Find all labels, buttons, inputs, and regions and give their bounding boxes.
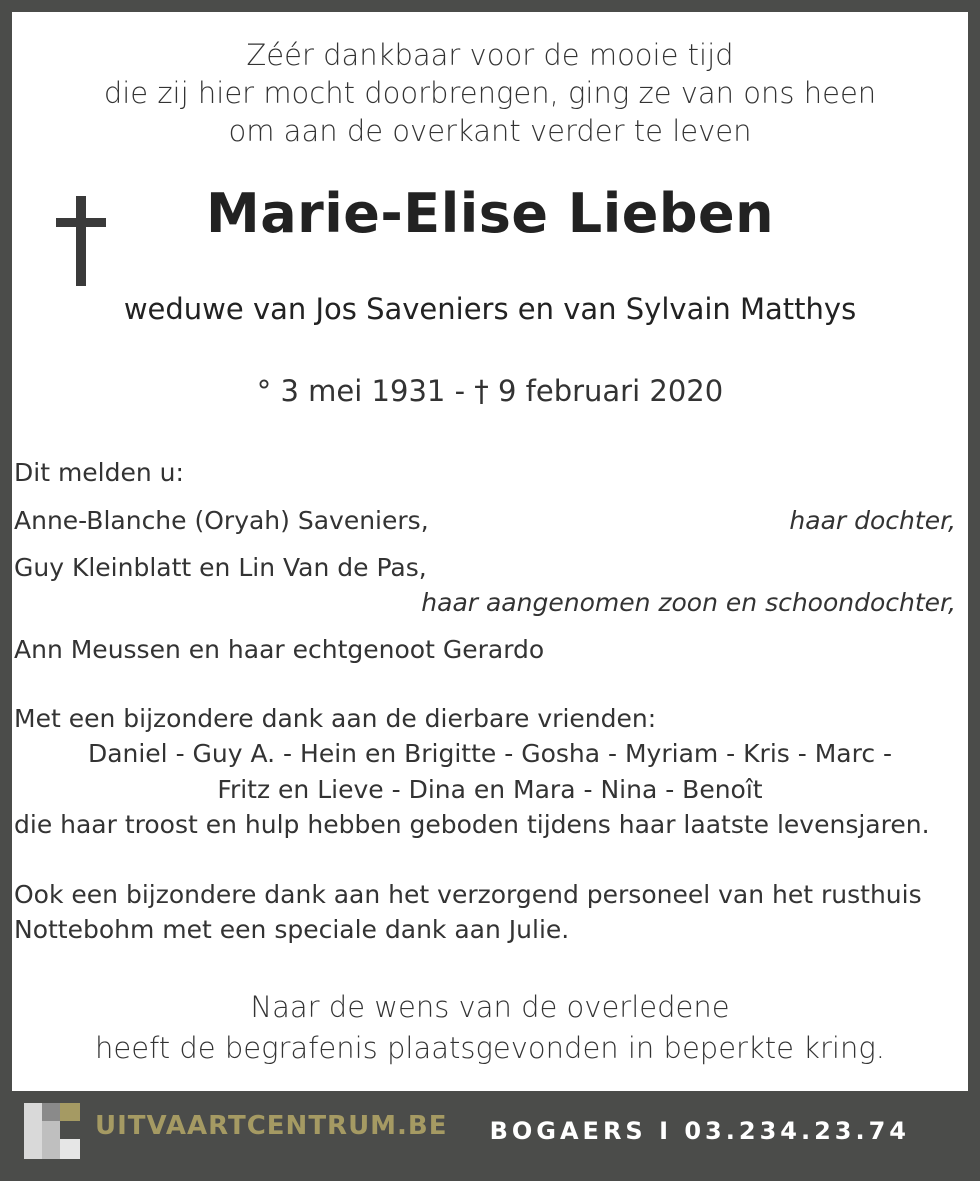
- intro-line-1: Zéér dankbaar voor de mooie tijd: [246, 38, 734, 72]
- thanks-line: die haar troost en hulp hebben geboden tijdens haar laatste levensjaren.: [14, 810, 930, 839]
- staff-thanks-line: Ook een bijzondere dank aan het verzorgend personeel van het rusthuis: [14, 880, 922, 909]
- closing-line-2: heeft de begrafenis plaatsgevonden in beperkte kring.: [95, 1031, 885, 1065]
- brand-name: UITVAARTCENTRUM.BE: [95, 1111, 448, 1141]
- contact-info: BOGAERS I 03.234.23.74: [489, 1117, 910, 1145]
- family-member-relation: haar dochter,: [789, 506, 956, 535]
- intro-line-2: die zij hier mocht doorbrengen, ging ze van ons heen: [103, 76, 877, 110]
- uitvaartcentrum-logo-icon: [24, 1103, 80, 1159]
- family-member-name: Ann Meussen en haar echtgenoot Gerardo: [14, 635, 545, 664]
- obituary-card: [12, 12, 968, 1091]
- thanks-line: Met een bijzondere dank aan de dierbare vrienden:: [14, 704, 657, 733]
- family-member-name: Guy Kleinblatt en Lin Van de Pas,: [14, 553, 427, 582]
- closing-line-1: Naar de wens van de overledene: [250, 990, 730, 1024]
- friends-line-2: Fritz en Lieve - Dina en Mara - Nina - Benoît: [217, 775, 763, 804]
- deceased-name: Marie-Elise Lieben: [205, 182, 775, 245]
- footer: [0, 1091, 980, 1181]
- announcement-intro: Dit melden u:: [14, 458, 184, 487]
- intro-line-3: om aan de overkant verder te leven: [228, 114, 752, 148]
- widow-of: weduwe van Jos Saveniers en van Sylvain Matthys: [123, 292, 857, 326]
- family-member-relation: haar aangenomen zoon en schoondochter,: [421, 588, 956, 617]
- family-member-name: Anne-Blanche (Oryah) Saveniers,: [14, 506, 429, 535]
- life-dates: ° 3 mei 1931 - † 9 februari 2020: [256, 374, 724, 408]
- staff-thanks-line: Nottebohm met een speciale dank aan Julie.: [14, 915, 570, 944]
- friends-line-1: Daniel - Guy A. - Hein en Brigitte - Gosha - Myriam - Kris - Marc -: [87, 739, 893, 768]
